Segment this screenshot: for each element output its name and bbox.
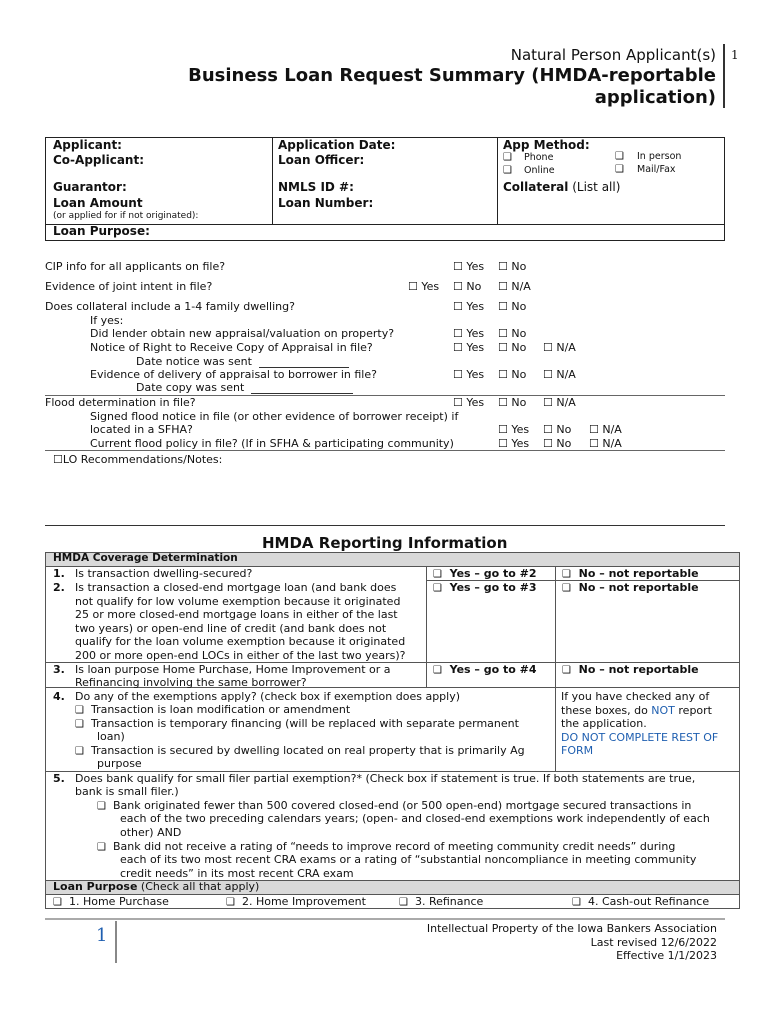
notice-right-na[interactable]: ☐ N/A: [543, 341, 576, 354]
in-person-label: In person: [637, 151, 682, 162]
lp-cash-out-refinance[interactable]: ❑ 4. Cash-out Refinance: [572, 895, 710, 908]
q2-line5: qualify for the loan volume exemption because it originated: [75, 635, 406, 648]
flood-na[interactable]: ☐ N/A: [543, 396, 576, 409]
lp-refinance[interactable]: ❑ 3. Refinance: [399, 895, 484, 908]
q4-option3-cont: purpose: [97, 757, 142, 770]
section-separator: [45, 525, 725, 526]
phone-checkbox[interactable]: ❑: [503, 152, 512, 163]
sfha-no[interactable]: ☐ No: [543, 423, 572, 436]
q2-line3: 25 or more closed-end mortgage loans in either of the last: [75, 608, 398, 621]
q5-number: 5.: [53, 772, 65, 785]
phone-label: Phone: [524, 152, 554, 163]
q3-line2: Refinancing involving the same borrower?: [75, 676, 307, 689]
q5-option1[interactable]: ❑ Bank originated fewer than 500 covered closed-end (or 500 open-end) mortgage secured transactions in: [97, 799, 692, 812]
q3-no[interactable]: ❑ No – not reportable: [562, 663, 699, 676]
sfha-yes[interactable]: ☐ Yes: [498, 423, 530, 436]
q4-option1[interactable]: ❑ Transaction is loan modification or amendment: [75, 703, 351, 716]
q4-number: 4.: [53, 690, 65, 703]
app-method-label: App Method:: [503, 138, 590, 152]
flood-policy-yes[interactable]: ☐ Yes: [498, 437, 530, 450]
joint-intent-question: Evidence of joint intent in file?: [45, 280, 213, 293]
in-person-checkbox[interactable]: ❑: [615, 151, 624, 162]
q2-no[interactable]: ❑ No – not reportable: [562, 581, 699, 594]
q2-line2: not qualify for low volume exemption because it originated: [75, 595, 401, 608]
notice-right-yes[interactable]: ☐ Yes: [453, 341, 485, 354]
notice-right-question: Notice of Right to Receive Copy of Appraisal in file?: [90, 341, 373, 354]
q4-side-line2: these boxes, do NOT report: [561, 704, 712, 717]
form-title-line2: application): [594, 87, 716, 108]
evidence-delivery-na[interactable]: ☐ N/A: [543, 368, 576, 381]
q2-line4: two years) or open-end line of credit (and bank does not: [75, 622, 387, 635]
date-copy-label: Date copy was sent: [136, 381, 245, 394]
lp-home-purchase[interactable]: ❑ 1. Home Purchase: [53, 895, 169, 908]
evidence-delivery-no[interactable]: ☐ No: [498, 368, 527, 381]
joint-intent-yes[interactable]: ☐ Yes: [408, 280, 440, 293]
nmls-id-label: NMLS ID #:: [278, 180, 354, 194]
page-marker: 1: [731, 48, 739, 62]
evidence-delivery-question: Evidence of delivery of appraisal to borrower in file?: [90, 368, 377, 381]
appraisal-question: Did lender obtain new appraisal/valuation on property?: [90, 327, 395, 340]
online-checkbox[interactable]: ❑: [503, 165, 512, 176]
lo-notes-label[interactable]: ☐LO Recommendations/Notes:: [53, 453, 223, 466]
sfha-na[interactable]: ☐ N/A: [589, 423, 622, 436]
q1-number: 1.: [53, 567, 65, 580]
q4-option2[interactable]: ❑ Transaction is temporary financing (will be replaced with separate permanent: [75, 717, 519, 730]
footer-page-number: 1: [96, 925, 108, 946]
collateral-dwelling-yes[interactable]: ☐ Yes: [453, 300, 485, 313]
q1-text: Is transaction dwelling-secured?: [75, 567, 253, 580]
q5-option2[interactable]: ❑ Bank did not receive a rating of “needs to improve record of meeting community credit needs” during: [97, 840, 676, 853]
q2-line1: Is transaction a closed-end mortgage loan (and bank does: [75, 581, 397, 594]
footer-copyright: Intellectual Property of the Iowa Bankers Association: [426, 922, 717, 935]
hmda-title: HMDA Reporting Information: [262, 534, 508, 552]
flood-policy-no[interactable]: ☐ No: [543, 437, 572, 450]
joint-intent-na[interactable]: ☐ N/A: [498, 280, 531, 293]
appraisal-yes[interactable]: ☐ Yes: [453, 327, 485, 340]
q5-option1-line2: each of the two preceding calendars years; (open- and closed-end exemptions work independently of each: [120, 812, 710, 825]
cip-no[interactable]: ☐ No: [498, 260, 527, 273]
q4-side-line1: If you have checked any of: [561, 690, 710, 703]
q3-yes[interactable]: ❑ Yes – go to #4: [433, 663, 537, 676]
guarantor-label: Guarantor:: [53, 180, 127, 194]
q3-number: 3.: [53, 663, 65, 676]
q4-option2-cont: loan): [97, 730, 125, 743]
q4-text: Do any of the exemptions apply? (check box if exemption does apply): [75, 690, 461, 703]
application-date-label: Application Date:: [278, 138, 396, 152]
signed-flood-question: Signed flood notice in file (or other evidence of borrower receipt) if: [90, 410, 459, 423]
loan-purpose-label: Loan Purpose:: [53, 224, 150, 238]
notes-divider: [45, 450, 725, 451]
q2-line6: 200 or more open-end LOCs in either of the last two years)?: [75, 649, 406, 662]
applicant-label: Applicant:: [53, 138, 122, 152]
located-sfha-question: located in a SFHA?: [90, 423, 193, 436]
q4-side-warning: DO NOT COMPLETE REST OF: [561, 731, 719, 744]
footer-effective: Effective 1/1/2023: [616, 949, 717, 962]
collateral-dwelling-question: Does collateral include a 1-4 family dwelling?: [45, 300, 295, 313]
q1-yes[interactable]: ❑ Yes – go to #2: [433, 567, 537, 580]
loan-number-label: Loan Number:: [278, 196, 374, 210]
q3-line1: Is loan purpose Home Purchase, Home Improvement or a: [75, 663, 391, 676]
header-divider: [723, 44, 725, 108]
cip-yes[interactable]: ☐ Yes: [453, 260, 485, 273]
evidence-delivery-yes[interactable]: ☐ Yes: [453, 368, 485, 381]
q4-option3[interactable]: ❑ Transaction is secured by dwelling located on real property that is primarily Ag: [75, 744, 525, 757]
joint-intent-no[interactable]: ☐ No: [453, 280, 482, 293]
q1-no[interactable]: ❑ No – not reportable: [562, 567, 699, 580]
notice-right-no[interactable]: ☐ No: [498, 341, 527, 354]
q5-option2-line2: each of its two most recent CRA exams or a rating of “substantial noncompliance in meeting community: [120, 853, 697, 866]
lp-home-improvement[interactable]: ❑ 2. Home Improvement: [226, 895, 366, 908]
appraisal-no[interactable]: ☐ No: [498, 327, 527, 340]
footer-divider: [45, 918, 725, 920]
mail-fax-label: Mail/Fax: [637, 164, 676, 175]
loan-amount-note: (or applied for if not originated):: [53, 211, 199, 221]
collateral-dwelling-no[interactable]: ☐ No: [498, 300, 527, 313]
date-copy-field[interactable]: [251, 393, 353, 394]
cip-question: CIP info for all applicants on file?: [45, 260, 226, 273]
q4-side-line3: the application.: [561, 717, 647, 730]
flood-policy-na[interactable]: ☐ N/A: [589, 437, 622, 450]
q2-number: 2.: [53, 581, 65, 594]
q4-side-warning-cont: FORM: [561, 744, 594, 757]
loan-purpose-header: Loan Purpose (Check all that apply): [53, 880, 260, 893]
form-title-line1: Business Loan Request Summary (HMDA-reportable: [188, 65, 716, 86]
flood-policy-question: Current flood policy in file? (If in SFHA & participating community): [90, 437, 454, 450]
q5-option2-line3: credit needs” in its most recent CRA exam: [120, 867, 354, 880]
if-yes-label: If yes:: [90, 314, 124, 327]
co-applicant-label: Co-Applicant:: [53, 153, 145, 167]
q5-line2: bank is small filer.): [75, 785, 179, 798]
collateral-label: Collateral (List all): [503, 180, 621, 194]
loan-officer-label: Loan Officer:: [278, 153, 365, 167]
mail-fax-checkbox[interactable]: ❑: [615, 164, 624, 175]
footer-last-revised: Last revised 12/6/2022: [590, 936, 717, 949]
online-label: Online: [524, 165, 555, 176]
flood-no[interactable]: ☐ No: [498, 396, 527, 409]
date-notice-label: Date notice was sent: [136, 355, 252, 368]
q2-yes[interactable]: ❑ Yes – go to #3: [433, 581, 537, 594]
flood-yes[interactable]: ☐ Yes: [453, 396, 485, 409]
coverage-header: HMDA Coverage Determination: [53, 552, 238, 564]
form-subtitle: Natural Person Applicant(s): [510, 46, 716, 64]
loan-amount-label: Loan Amount: [53, 196, 143, 210]
q5-line1: Does bank qualify for small filer partial exemption?* (Check box if statement is true. If both statements are true,: [75, 772, 696, 785]
flood-question: Flood determination in file?: [45, 396, 196, 409]
q5-option1-line3: other) AND: [120, 826, 182, 839]
